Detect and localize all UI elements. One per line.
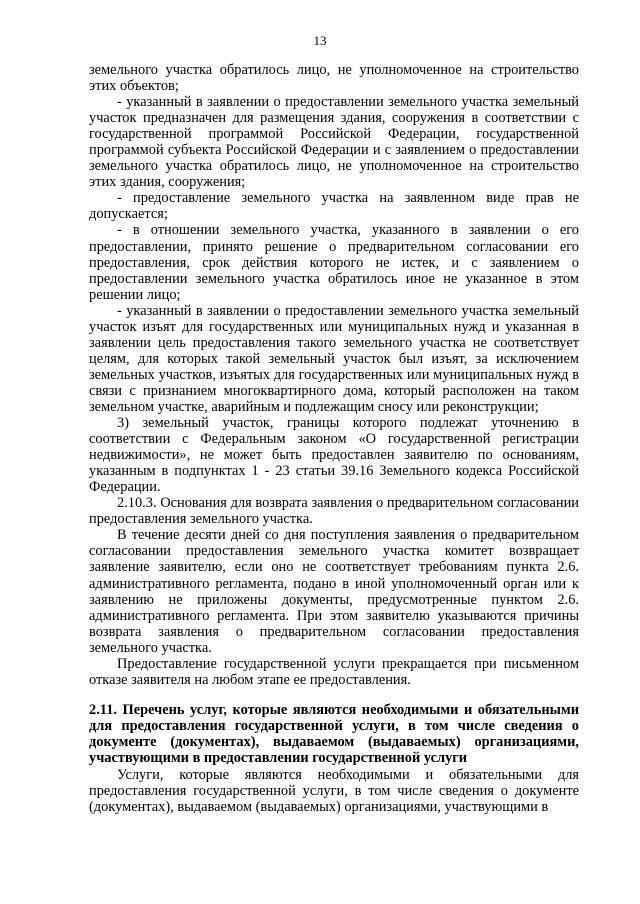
item-3-boundaries-clarification: 3) земельный участок, границы которого подлежат уточнению в соответствии с Федеральным законом «О государственной регистрации недвижимости», не может быть предоставлен заявителю по основаниям, указанным в подпунктах 1 - 23 статьи 39.16 Земельного кодекса Российской Федерации. xyxy=(89,415,579,496)
paragraph-required-services: Услуги, которые являются необходимыми и обязательными для предоставления государственной услуги, в том числе сведения о документе (документах), выдаваемом (выдаваемых) организациями, участвующими в xyxy=(89,766,579,815)
section-heading-2-11: 2.11. Перечень услуг, которые являются необходимыми и обязательными для предоставления государственной услуги, в том числе сведения о документе (документах), выдаваемом (выдаваемых) организациями, участвующими в предоставлении государственной услуги xyxy=(89,701,579,767)
section-spacer xyxy=(89,688,579,702)
paragraph-service-termination: Предоставление государственной услуги прекращается при письменном отказе заявителя на любом этапе ее предоставления. xyxy=(89,655,579,688)
list-item-prior-approval-decision: - в отношении земельного участка, указанного в заявлении о его предоставлении, принято решение о предварительном согласовании его предоставления, срок действия которого не истек, и с заявлением о предоставлении земельного участка обратилось иное не указанное в этом решении лицо; xyxy=(89,222,579,303)
paragraph-continuation: земельного участка обратилось лицо, не уполномоченное на строительство этих объектов; xyxy=(89,62,579,95)
list-item-seized-land: - указанный в заявлении о предоставлении земельного участка земельный участок изъят для государственных или муниципальных нужд и указанная в заявлении цель предоставления такого земельного участка не соответствует целям, для которых такой земельный участок был изъят, за исключением земельных участков, изъятых для государственных или муниципальных нужд в связи с признанием многоквартирного дома, который расположен на таком земельном участке, аварийным и подлежащим сносу или реконструкции; xyxy=(89,302,579,415)
list-item-right-not-allowed: - предоставление земельного участка на заявленном виде прав не допускается; xyxy=(89,190,579,223)
page-number: 13 xyxy=(313,33,327,48)
paragraph-return-within-ten-days: В течение десяти дней со дня поступления заявления о предварительном согласовании предоставления земельного участка комитет возвращает заявление заявителю, если оно не соответствует требованиям пункта 2.6. административного регламента, подано в иной уполномоченный орган или к заявлению не приложены документы, предусмотренные пунктом 2.6. административного регламента. При этом заявителю указываются причины возврата заявления о предварительном согласовании предоставления земельного участка. xyxy=(89,527,579,656)
clause-2-10-3-return-grounds: 2.10.3. Основания для возврата заявления о предварительном согласовании предоставления земельного участка. xyxy=(89,495,579,528)
list-item-building-program: - указанный в заявлении о предоставлении земельного участка земельный участок предназначен для размещения здания, сооружения в соответствии с государственной программой Российской Федерации, государственной программой субъекта Российской Федерации и с заявлением о предоставлении земельного участка обратилось лицо, не уполномоченное на строительство этих здания, сооружения; xyxy=(89,94,579,191)
document-body xyxy=(89,62,579,815)
